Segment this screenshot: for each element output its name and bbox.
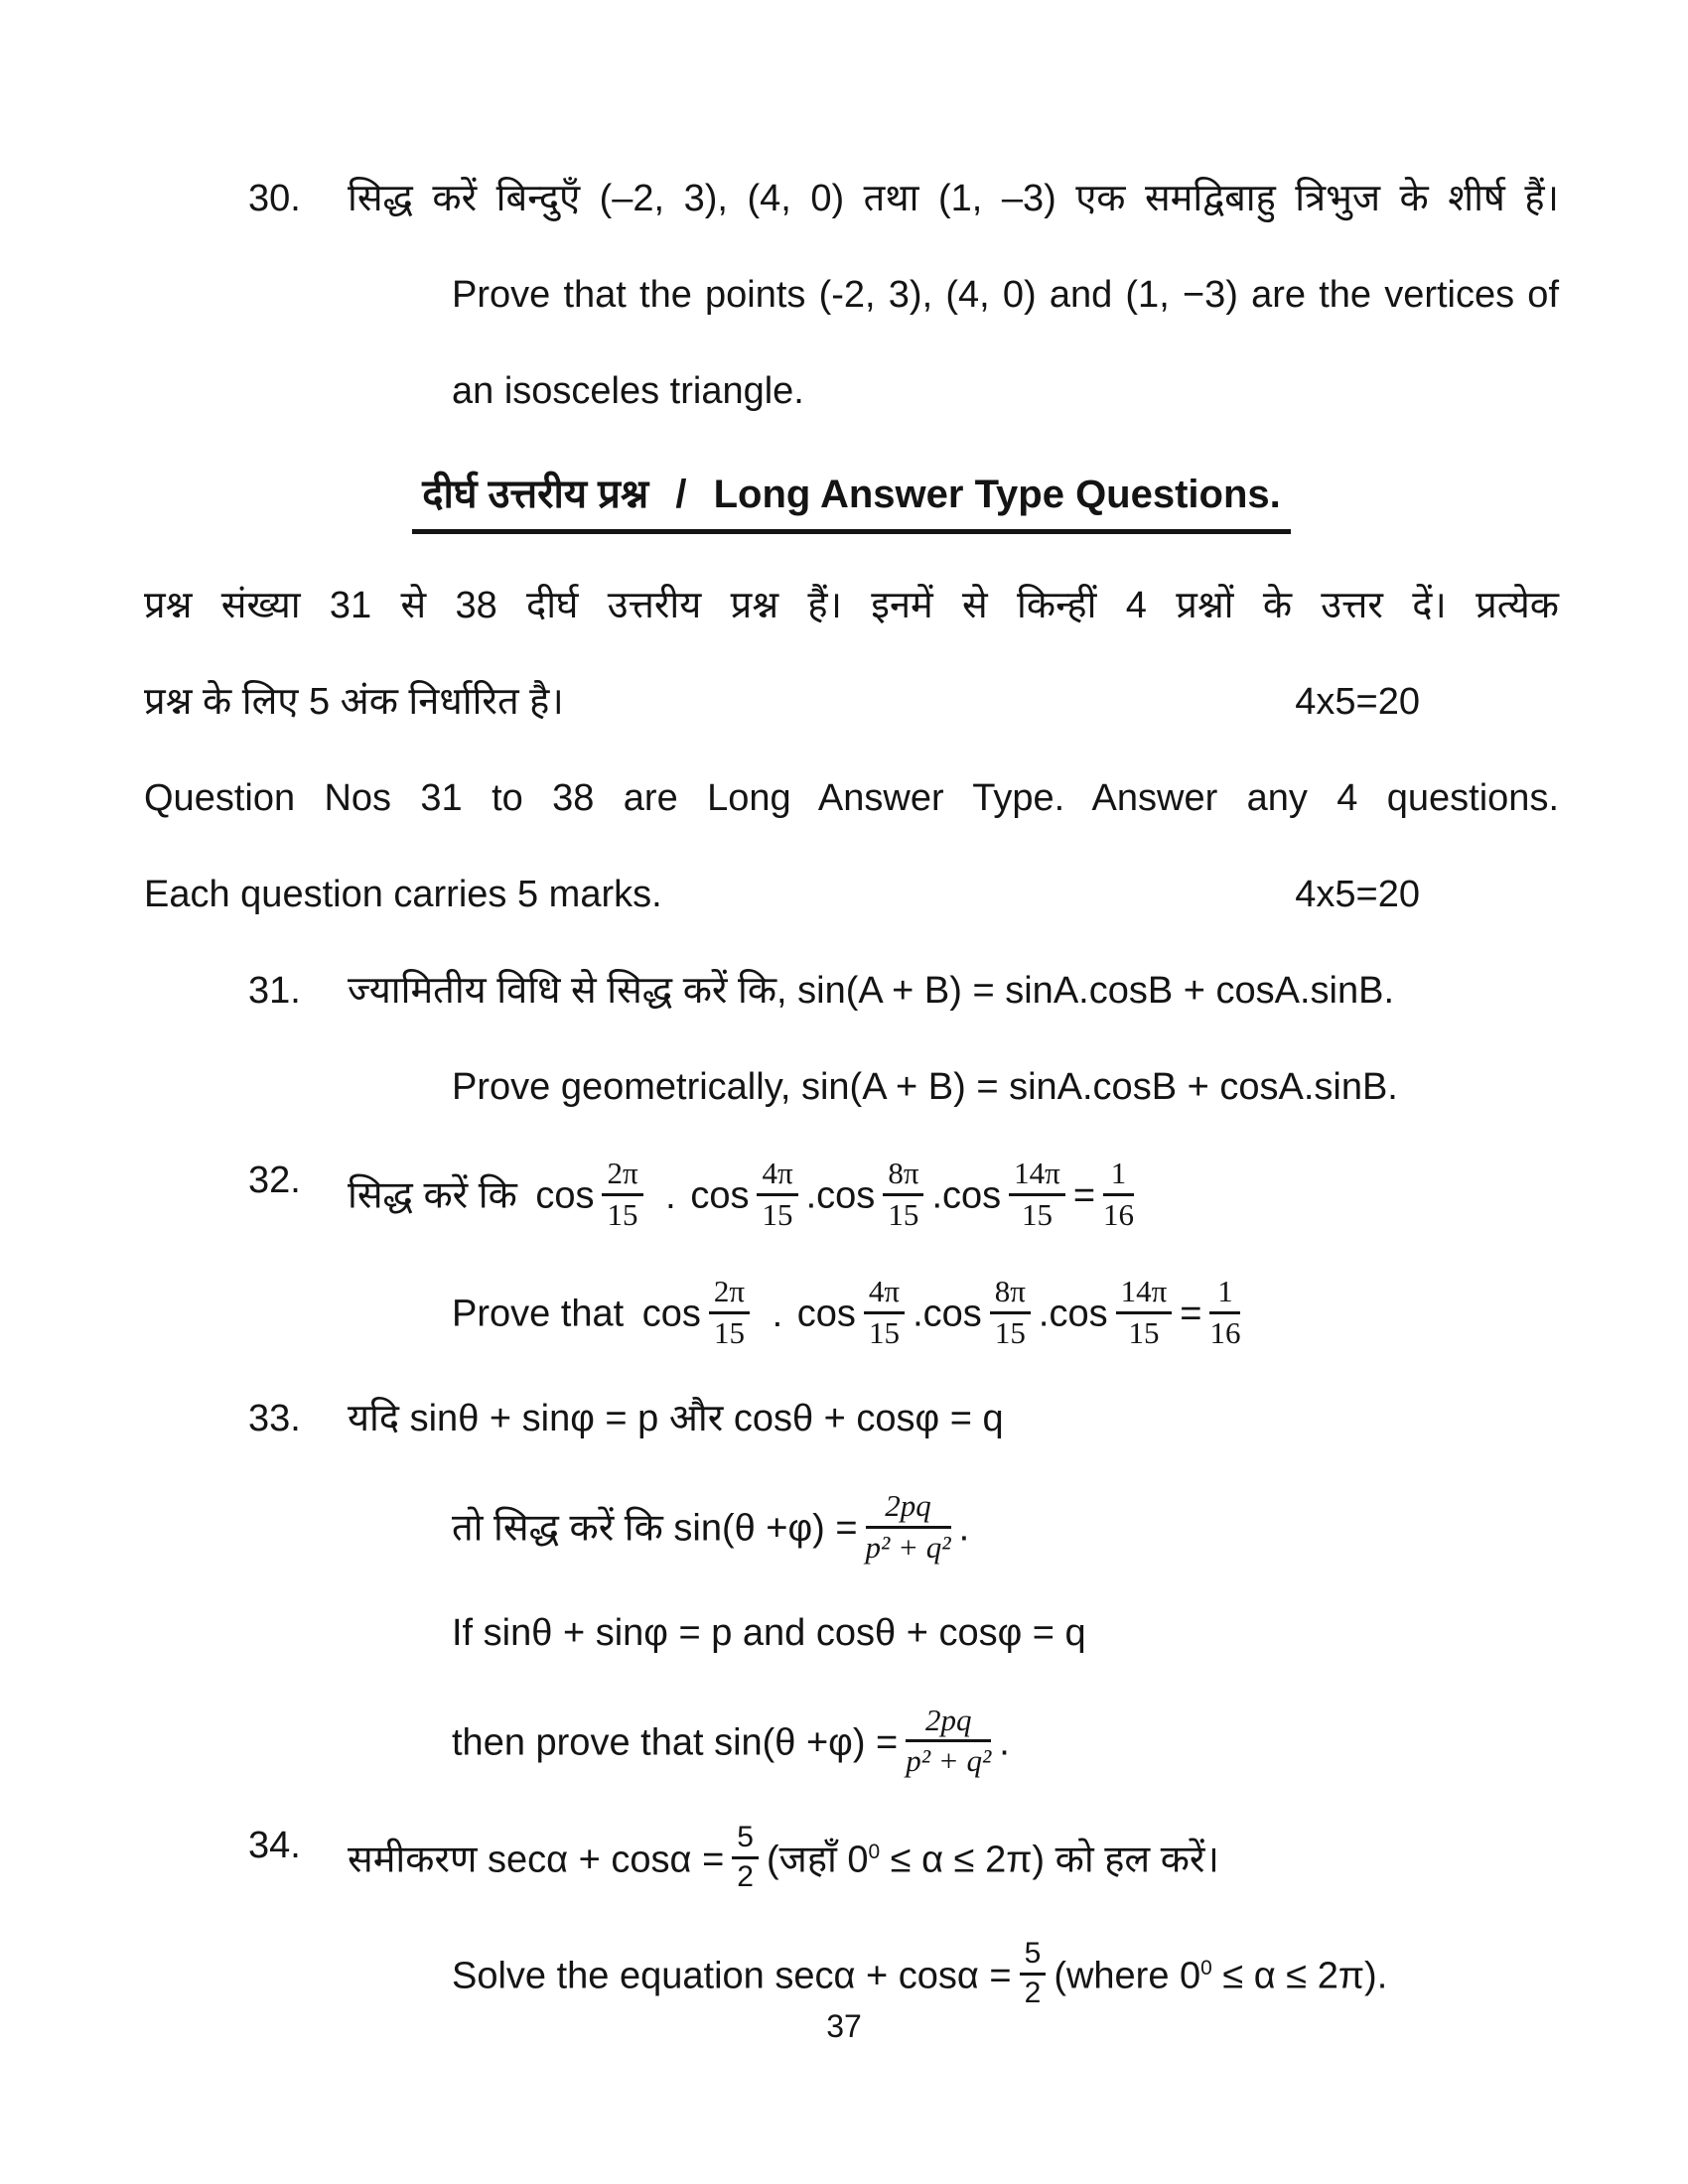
question-32 [144,1156,1559,1353]
question-33-hindi-prefix: तो सिद्ध करें कि sin(θ +φ) = [452,1507,858,1550]
marks-value: 4x5=20 [1295,873,1420,915]
question-32-english-line [452,1274,1559,1353]
question-number: 31. [248,969,301,1012]
superscript-zero: 0 [868,1840,881,1863]
question-32-hindi-line [248,1156,1559,1235]
separator-dot: . [913,1293,923,1335]
question-31 [144,969,1559,1110]
instructions-hindi [144,584,1559,725]
question-32-hindi-prefix: सिद्ध करें कि [348,1174,517,1217]
separator-dot: . [1038,1293,1050,1335]
question-34-english-mid: (where 0 [1054,1955,1201,1997]
fraction-5-2: $\frac{5}{2}$ [732,1822,759,1894]
fraction-1-16: $\frac{1}{16}$ [1103,1156,1135,1232]
question-34-hindi-mid: (जहाँ 0 [766,1839,869,1881]
question-33-hindi-line1 [248,1397,1559,1441]
cos-term-1: cos [535,1174,595,1217]
instructions-hindi-line1: प्रश्न संख्या 31 से 38 दीर्घ उत्तरीय प्रश्न हैं। इनमें से किन्हीं 4 प्रश्नों के उत्तर दें। प्रत्येक [144,585,1559,627]
instructions-hindi-line2 [144,680,1559,725]
fraction-8pi-15: $\frac{8\pi}{15}$ [990,1275,1031,1349]
cos-term-3: cos [922,1293,982,1335]
question-33-english-line1: If sinθ + sinφ = p and cosθ + cosφ = q [452,1612,1086,1655]
question-34-english-prefix: Solve the equation secα + cosα = [452,1955,1012,1997]
section-heading-hindi: दीर्घ उत्तरीय प्रश्न [422,473,649,517]
separator-dot: . [654,1174,687,1217]
separator-dot: . [805,1174,817,1217]
cos-term-4: cos [1049,1293,1108,1335]
question-34-hindi-line [248,1820,1559,1898]
fraction-2pi-15: $\frac{2\pi}{15}$ [709,1275,750,1349]
question-30-hindi-text: सिद्ध करें बिन्दुएँ (–2, 3), (4, 0) तथा (1, –3) एक समद्विबाहु त्रिभुज के शीर्ष हैं। [348,178,1559,219]
equals-sign: = [1180,1293,1202,1335]
question-33-english-prefix: then prove that sin(θ +φ) = [452,1721,899,1764]
cos-term-1: cos [641,1293,701,1335]
question-30-english-line1: Prove that the points (-2, 3), (4, 0) and (1, −3) are the vertices of [452,273,1559,316]
section-heading-separator: / [675,473,687,517]
equals-sign: = [1072,1174,1096,1217]
instructions-english-line2-text: Each question carries 5 marks. [144,873,662,915]
cos-term-2: cos [690,1174,750,1217]
fraction-4pi-15: $\frac{4\pi}{15}$ [757,1157,797,1231]
fraction-5-2: $\frac{5}{2}$ [1020,1938,1047,2010]
instructions-english-line1: Question Nos 31 to 38 are Long Answer Type. Answer any 4 questions. [144,777,1559,820]
cos-term-3: cos [816,1174,876,1217]
question-30 [144,177,1559,413]
instructions-english [144,776,1559,917]
fraction-2pq: $\frac{2pq}{\text{p² + q²}}$ [906,1702,992,1779]
page-number: 37 [826,2008,862,2044]
separator-dot: . [931,1174,943,1217]
question-31-hindi-line [248,969,1559,1014]
fraction-2pq: $\frac{2pq}{\text{p² + q²}}$ [865,1488,951,1565]
section-heading [144,465,1559,534]
question-34-hindi-formula [348,1820,1559,1898]
question-33 [144,1397,1559,1782]
section-heading-text [412,465,1291,534]
question-32-english-prefix: Prove that [452,1293,625,1335]
section-heading-english: Long Answer Type Questions. [713,473,1281,517]
question-34-english-line [452,1936,1559,2014]
question-33-english-line2 [452,1702,1559,1782]
fraction-1-16: $\frac{1}{16}$ [1209,1274,1241,1350]
question-number: 32. [248,1160,301,1202]
question-32-hindi-formula [348,1156,1559,1235]
question-34 [144,1820,1559,2014]
period: . [958,1507,970,1550]
fraction-2pi-15: $\frac{2\pi}{15}$ [602,1157,642,1231]
question-number: 30. [248,178,301,219]
instructions-english-line2 [144,873,1559,917]
question-number: 33. [248,1398,301,1440]
question-31-english-line: Prove geometrically, sin(A + B) = sinA.cosB + cosA.sinB. [452,1065,1398,1108]
question-30-hindi-line [248,177,1559,221]
marks-value: 4x5=20 [1295,681,1420,724]
question-34-english-tail: ≤ α ≤ 2π). [1211,1955,1388,1997]
fraction-4pi-15: $\frac{4\pi}{15}$ [864,1275,905,1349]
separator-dot: . [762,1293,793,1335]
cos-term-2: cos [796,1293,856,1335]
question-34-hindi-tail: ≤ α ≤ 2π) को हल करें। [880,1839,1219,1881]
period: . [999,1721,1010,1764]
question-30-english-line2: an isosceles triangle. [452,369,804,412]
fraction-14pi-15: $\frac{14\pi}{15}$ [1009,1157,1065,1231]
question-number: 34. [248,1824,301,1866]
superscript-zero: 0 [1200,1956,1212,1979]
question-33-hindi-line2 [452,1488,1559,1568]
cos-term-4: cos [942,1174,1002,1217]
instructions-hindi-line2-text: प्रश्न के लिए 5 अंक निर्धारित है। [144,681,564,724]
question-33-hindi-text1: यदि sinθ + sinφ = p और cosθ + cosφ = q [348,1398,1004,1440]
fraction-8pi-15: $\frac{8\pi}{15}$ [883,1157,923,1231]
fraction-14pi-15: $\frac{14\pi}{15}$ [1116,1275,1173,1349]
question-34-hindi-prefix: समीकरण secα + cosα = [348,1839,725,1881]
question-31-hindi-text: ज्यामितीय विधि से सिद्ध करें कि, sin(A + B) = sinA.cosB + cosA.sinB. [348,969,1395,1012]
